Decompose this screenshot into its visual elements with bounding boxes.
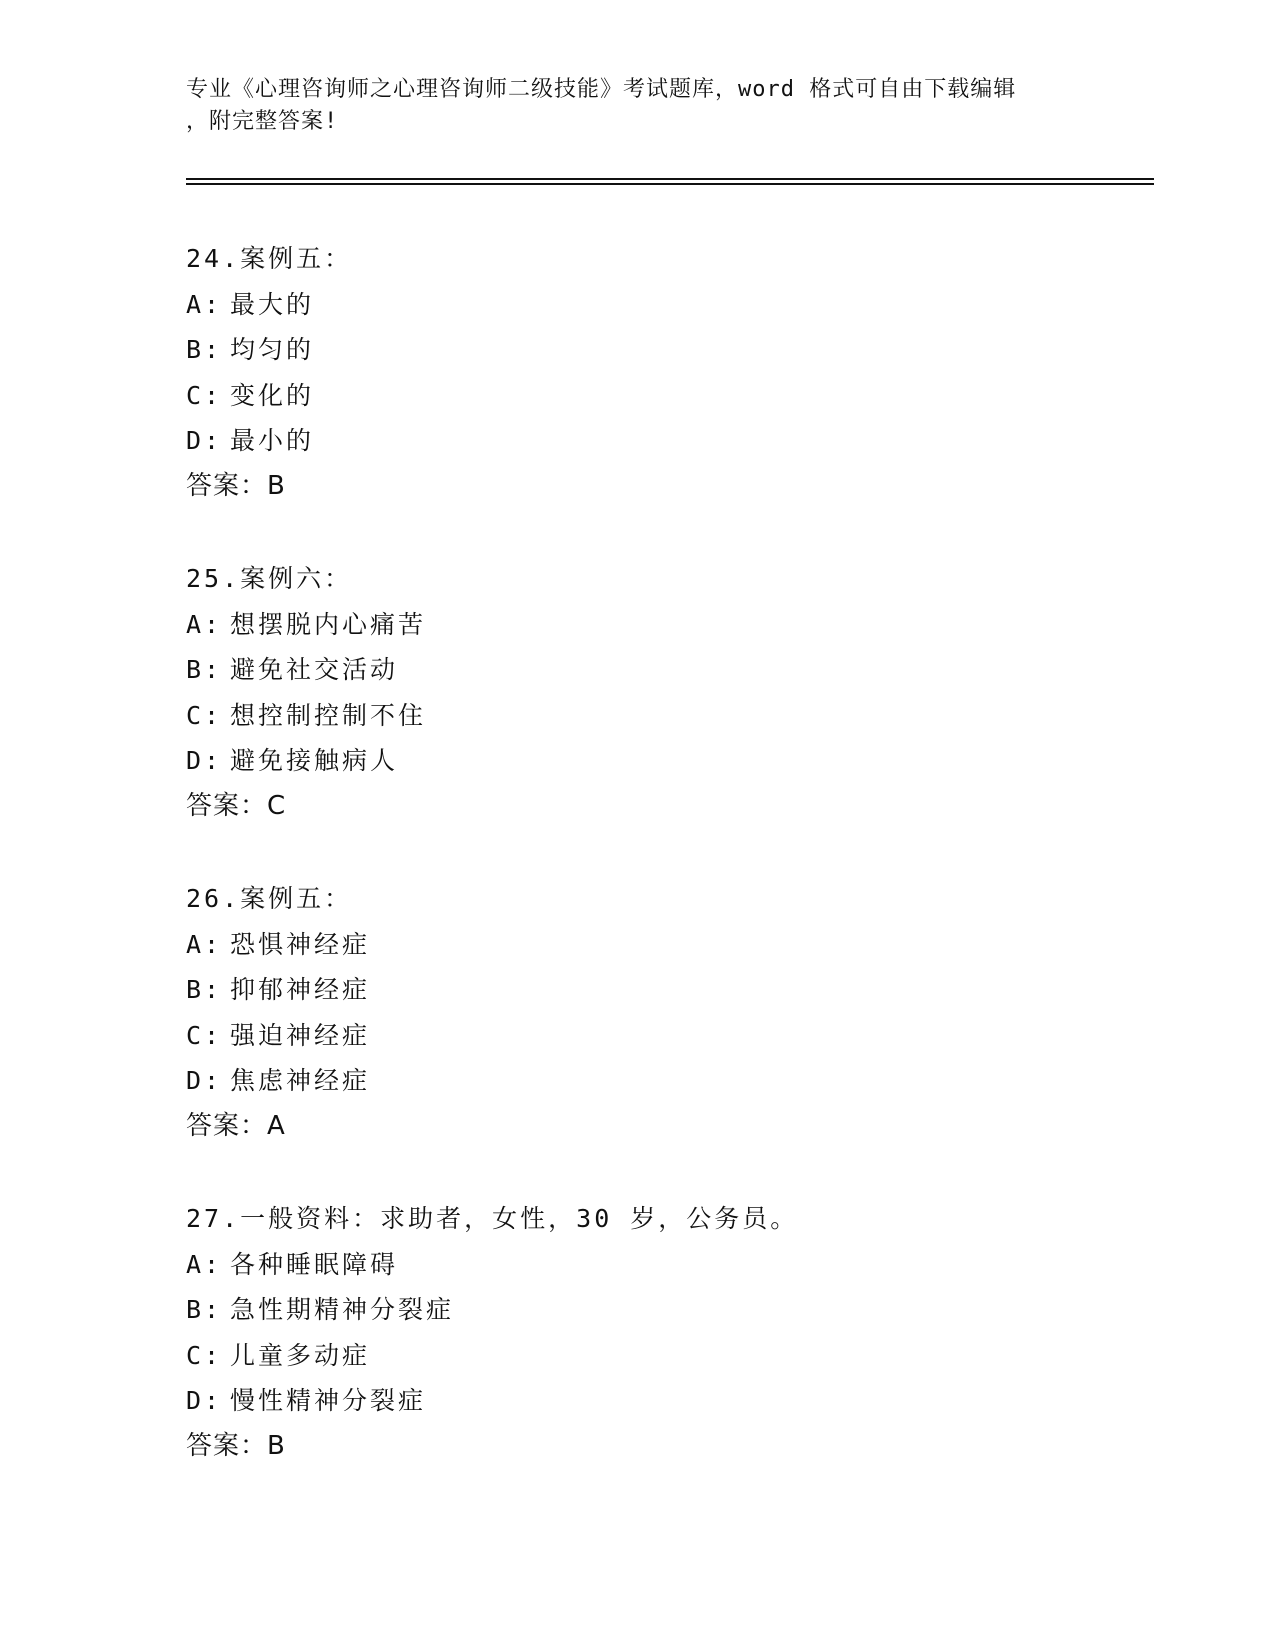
- option-a: [186, 922, 1146, 968]
- option-text: 想摆脱内心痛苦: [230, 609, 427, 639]
- question-25: [186, 556, 1146, 829]
- header-divider-top: [186, 178, 1154, 180]
- header-line-1: 专业《心理咨询师之心理咨询师二级技能》考试题库，word 格式可自由下载编辑: [186, 77, 1017, 102]
- option-key: C:: [186, 1340, 223, 1370]
- option-d: [186, 1378, 1146, 1424]
- option-b: [186, 1287, 1146, 1333]
- option-text: 各种睡眠障碍: [230, 1249, 399, 1279]
- document-header: [186, 74, 1086, 138]
- option-text: 抑郁神经症: [230, 975, 371, 1004]
- option-key: C:: [186, 700, 223, 730]
- option-text: 恐惧神经症: [230, 929, 371, 959]
- option-key: C:: [186, 380, 223, 410]
- option-c: [186, 693, 1146, 739]
- option-text: 强迫神经症: [230, 1020, 371, 1050]
- option-key: B:: [186, 335, 223, 364]
- header-line-2: ，附完整答案!: [186, 109, 339, 134]
- option-c: [186, 373, 1146, 419]
- option-text: 儿童多动症: [230, 1340, 371, 1370]
- question-list: [186, 236, 1146, 1516]
- option-key: A:: [186, 289, 223, 319]
- option-key: C:: [186, 1020, 223, 1050]
- option-text: 避免接触病人: [230, 746, 399, 775]
- option-c: [186, 1333, 1146, 1379]
- question-title: 24.案例五：: [186, 244, 353, 273]
- option-key: B:: [186, 975, 223, 1004]
- answer-line: 答案：B: [186, 1430, 286, 1461]
- option-d: [186, 418, 1146, 464]
- option-a: [186, 282, 1146, 328]
- option-d: [186, 738, 1146, 784]
- option-key: B:: [186, 1295, 223, 1324]
- option-b: [186, 647, 1146, 693]
- option-text: 变化的: [230, 380, 315, 410]
- option-key: D:: [186, 1066, 223, 1095]
- question-27: [186, 1196, 1146, 1469]
- question-title: 27.一般资料：求助者，女性，30 岁，公务员。: [186, 1204, 799, 1233]
- header-divider-bottom: [186, 183, 1154, 185]
- option-text: 均匀的: [230, 335, 315, 364]
- option-text: 慢性精神分裂症: [230, 1386, 427, 1415]
- option-b: [186, 967, 1146, 1013]
- question-title: 25.案例六：: [186, 564, 353, 593]
- option-key: B:: [186, 655, 223, 684]
- option-d: [186, 1058, 1146, 1104]
- option-key: D:: [186, 426, 223, 455]
- option-a: [186, 602, 1146, 648]
- option-a: [186, 1242, 1146, 1288]
- answer-line: 答案：A: [186, 1110, 286, 1141]
- option-text: 最大的: [230, 289, 315, 319]
- option-key: D:: [186, 746, 223, 775]
- option-text: 想控制控制不住: [230, 700, 427, 730]
- answer-line: 答案：B: [186, 470, 286, 501]
- option-key: A:: [186, 929, 223, 959]
- option-key: A:: [186, 1249, 223, 1279]
- answer-line: 答案：C: [186, 790, 287, 821]
- option-text: 避免社交活动: [230, 655, 399, 684]
- question-24: [186, 236, 1146, 509]
- option-key: A:: [186, 609, 223, 639]
- option-key: D:: [186, 1386, 223, 1415]
- option-text: 最小的: [230, 426, 315, 455]
- option-c: [186, 1013, 1146, 1059]
- option-text: 急性期精神分裂症: [230, 1295, 455, 1324]
- option-b: [186, 327, 1146, 373]
- question-26: [186, 876, 1146, 1149]
- option-text: 焦虑神经症: [230, 1066, 371, 1095]
- question-title: 26.案例五：: [186, 884, 353, 913]
